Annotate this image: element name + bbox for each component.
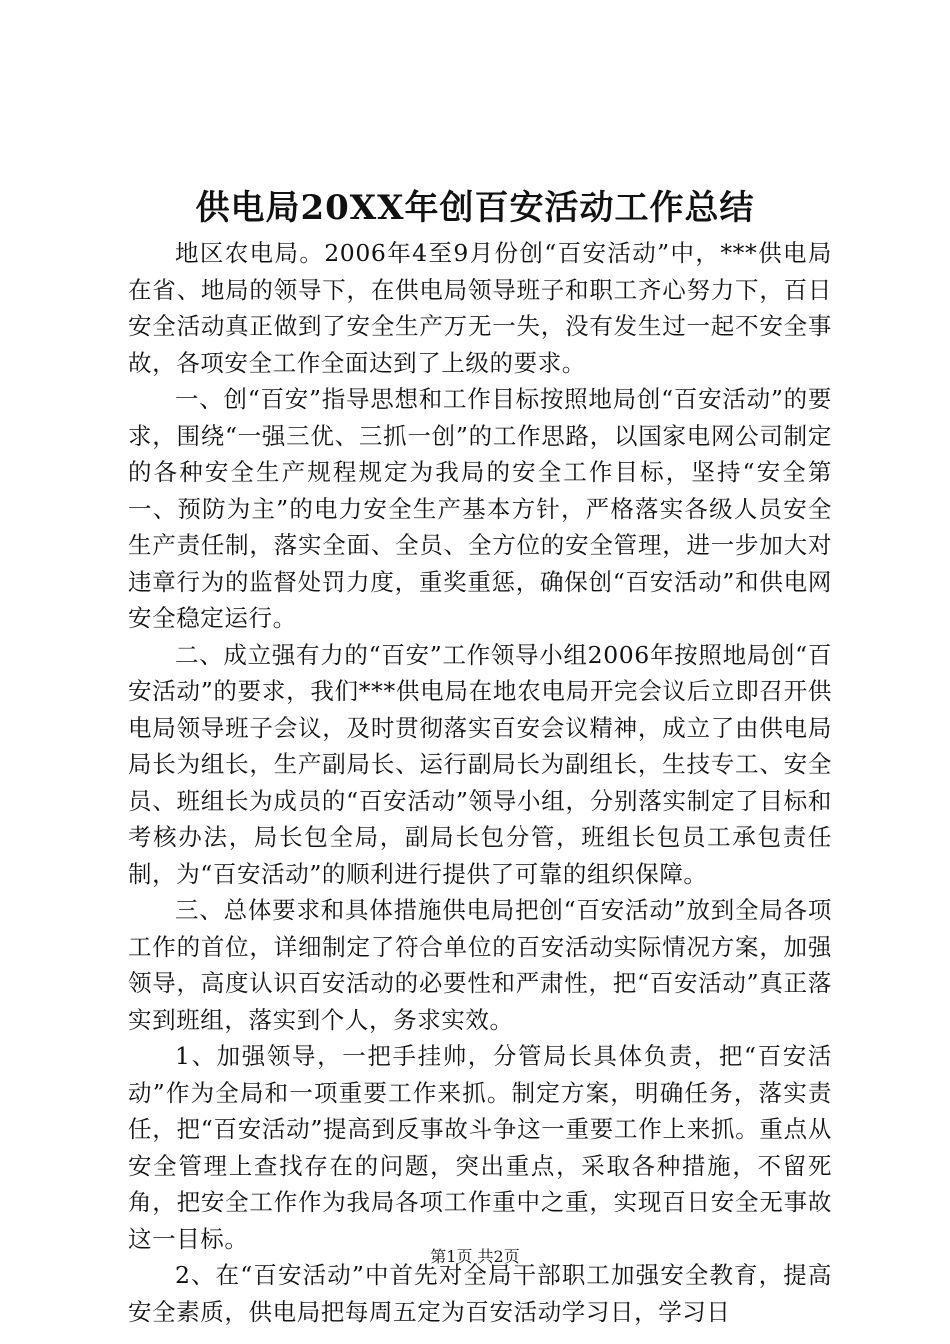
paragraph-intro: 地区农电局。2006年4至9月份创“百安活动”中，***供电局在省、地局的领导下，在供电局领导班子和职工齐心努力下，百日安全活动真正做到了安全生产万无一失，没有发生过一起不安全事故，各项安全工作全面达到了上级的要求。 <box>128 239 832 377</box>
paragraph-item-2: 2、在“百安活动”中首先对全局干部职工加强安全教育，提高安全素质，供电局把每周五定为百安活动学习日，学习日 <box>128 1261 832 1326</box>
paragraph-section-2: 二、成立强有力的“百安”工作领导小组2006年按照地局创“百安活动”的要求，我们***供电局在地农电局开完会议后立即召开供电局领导班子会议，及时贯彻落实百安会议精神，成立了由供电局局长为组长，生产副局长、运行副局长为副组长，生技专工、安全员、班组长为成员的“百安活动”领导小组，分别落实制定了目标和考核办法，局长包全局，副局长包分管，班组长包员工承包责任制，为“百安活动”的顺利进行提供了可靠的组织保障。 <box>128 640 832 888</box>
document-body <box>128 235 832 1330</box>
paragraph-section-3: 三、总体要求和具体措施供电局把创“百安活动”放到全局各项工作的首位，详细制定了符合单位的百安活动实际情况方案，加强领导，高度认识百安活动的必要性和严肃性，把“百安活动”真正落实到班组，落实到个人，务求实效。 <box>128 896 832 1034</box>
paragraph-item-1: 1、加强领导，一把手挂帅，分管局长具体负责，把“百安活动”作为全局和一项重要工作来抓。制定方案，明确任务，落实责任，把“百安活动”提高到反事故斗争这一重要工作上来抓。重点从安全管理上查找存在的问题，突出重点，采取各种措施，不留死角，把安全工作作为我局各项工作重中之重，实现百日安全无事故这一目标。 <box>128 1042 832 1253</box>
paragraph-section-1: 一、创“百安”指导思想和工作目标按照地局创“百安活动”的要求，围绕“一强三优、三抓一创”的工作思路，以国家电网公司制定的各种安全生产规程规定为我局的安全工作目标，坚持“安全第一、预防为主”的电力安全生产基本方针，严格落实各级人员安全生产责任制，落实全面、全员、全方位的安全管理，进一步加大对违章行为的监督处罚力度，重奖重惩，确保创“百安活动”和供电网安全稳定运行。 <box>128 385 832 632</box>
page-number-footer: 第1页 共2页 <box>430 1247 520 1266</box>
document-title: 供电局20XX年创百安活动工作总结 <box>195 188 755 228</box>
